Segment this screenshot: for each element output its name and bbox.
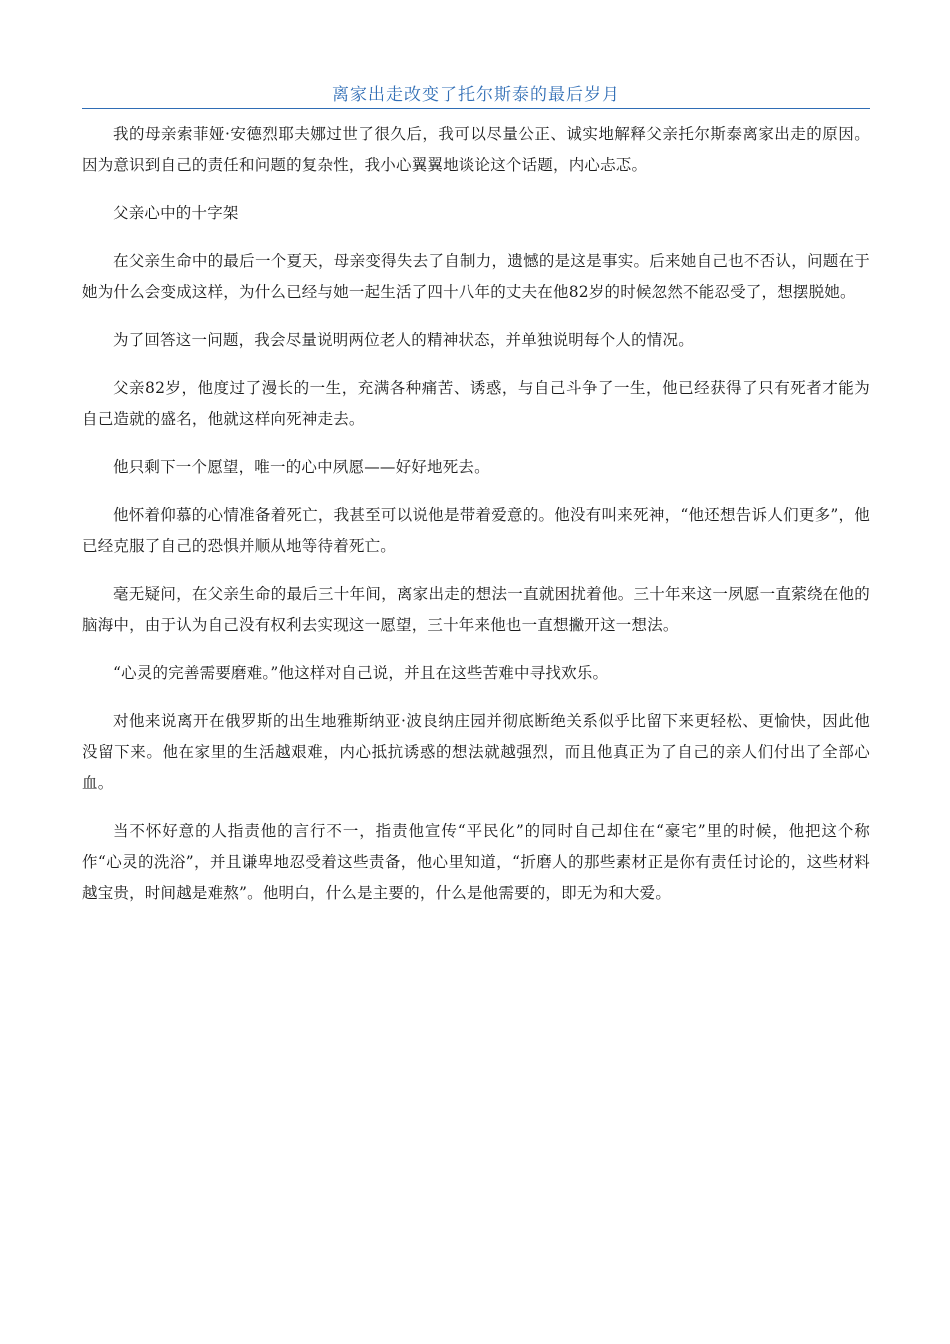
page-header: [82, 80, 870, 109]
paragraph-4: 父亲82岁，他度过了漫长的一生，充满各种痛苦、诱惑，与自己斗争了一生，他已经获得了只有死者才能为自己造就的盛名，他就这样向死神走去。: [82, 379, 870, 428]
paragraph-3: 为了回答这一问题，我会尽量说明两位老人的精神状态，并单独说明每个人的情况。: [113, 331, 694, 349]
paragraph-9: 对他来说离开在俄罗斯的出生地雅斯纳亚·波良纳庄园并彻底断绝关系似乎比留下来更轻松、更愉快，因此他没留下来。他在家里的生活越艰难，内心抵抗诱惑的想法就越强烈，而且他真正为了自己的亲人们付出了全部心血。: [82, 712, 870, 792]
paragraph-10: 当不怀好意的人指责他的言行不一，指责他宣传“平民化”的同时自己却住在“豪宅”里的时候，他把这个称作“心灵的洗浴”，并且谦卑地忍受着这些责备，他心里知道，“折磨人的那些素材正是你有责任讨论的，这些材料越宝贵，时间越是难熬”。他明白，什么是主要的，什么是他需要的，即无为和大爱。: [82, 822, 870, 902]
section-heading: 父亲心中的十字架: [113, 204, 239, 222]
paragraph-2: 在父亲生命中的最后一个夏天，母亲变得失去了自制力，遗憾的是这是事实。后来她自己也不否认，问题在于她为什么会变成这样，为什么已经与她一起生活了四十八年的丈夫在他82岁的时候忽然不能忍受了，想摆脱她。: [82, 252, 870, 301]
document-page: [82, 80, 870, 926]
article-body: [82, 119, 870, 909]
paragraph-7: 毫无疑问，在父亲生命的最后三十年间，离家出走的想法一直就困扰着他。三十年来这一夙愿一直萦绕在他的脑海中，由于认为自己没有权利去实现这一愿望，三十年来他也一直想撇开这一想法。: [82, 585, 870, 634]
page-title: 离家出走改变了托尔斯泰的最后岁月: [332, 85, 620, 105]
paragraph-1: 我的母亲索菲娅·安德烈耶夫娜过世了很久后，我可以尽量公正、诚实地解释父亲托尔斯泰离家出走的原因。因为意识到自己的责任和问题的复杂性，我小心翼翼地谈论这个话题，内心忐忑。: [82, 125, 870, 174]
paragraph-6: 他怀着仰慕的心情准备着死亡，我甚至可以说他是带着爱意的。他没有叫来死神，“他还想告诉人们更多”，他已经克服了自己的恐惧并顺从地等待着死亡。: [82, 506, 870, 555]
paragraph-8: “心灵的完善需要磨难。”他这样对自己说，并且在这些苦难中寻找欢乐。: [113, 664, 609, 682]
paragraph-5: 他只剩下一个愿望，唯一的心中夙愿——好好地死去。: [113, 458, 490, 476]
